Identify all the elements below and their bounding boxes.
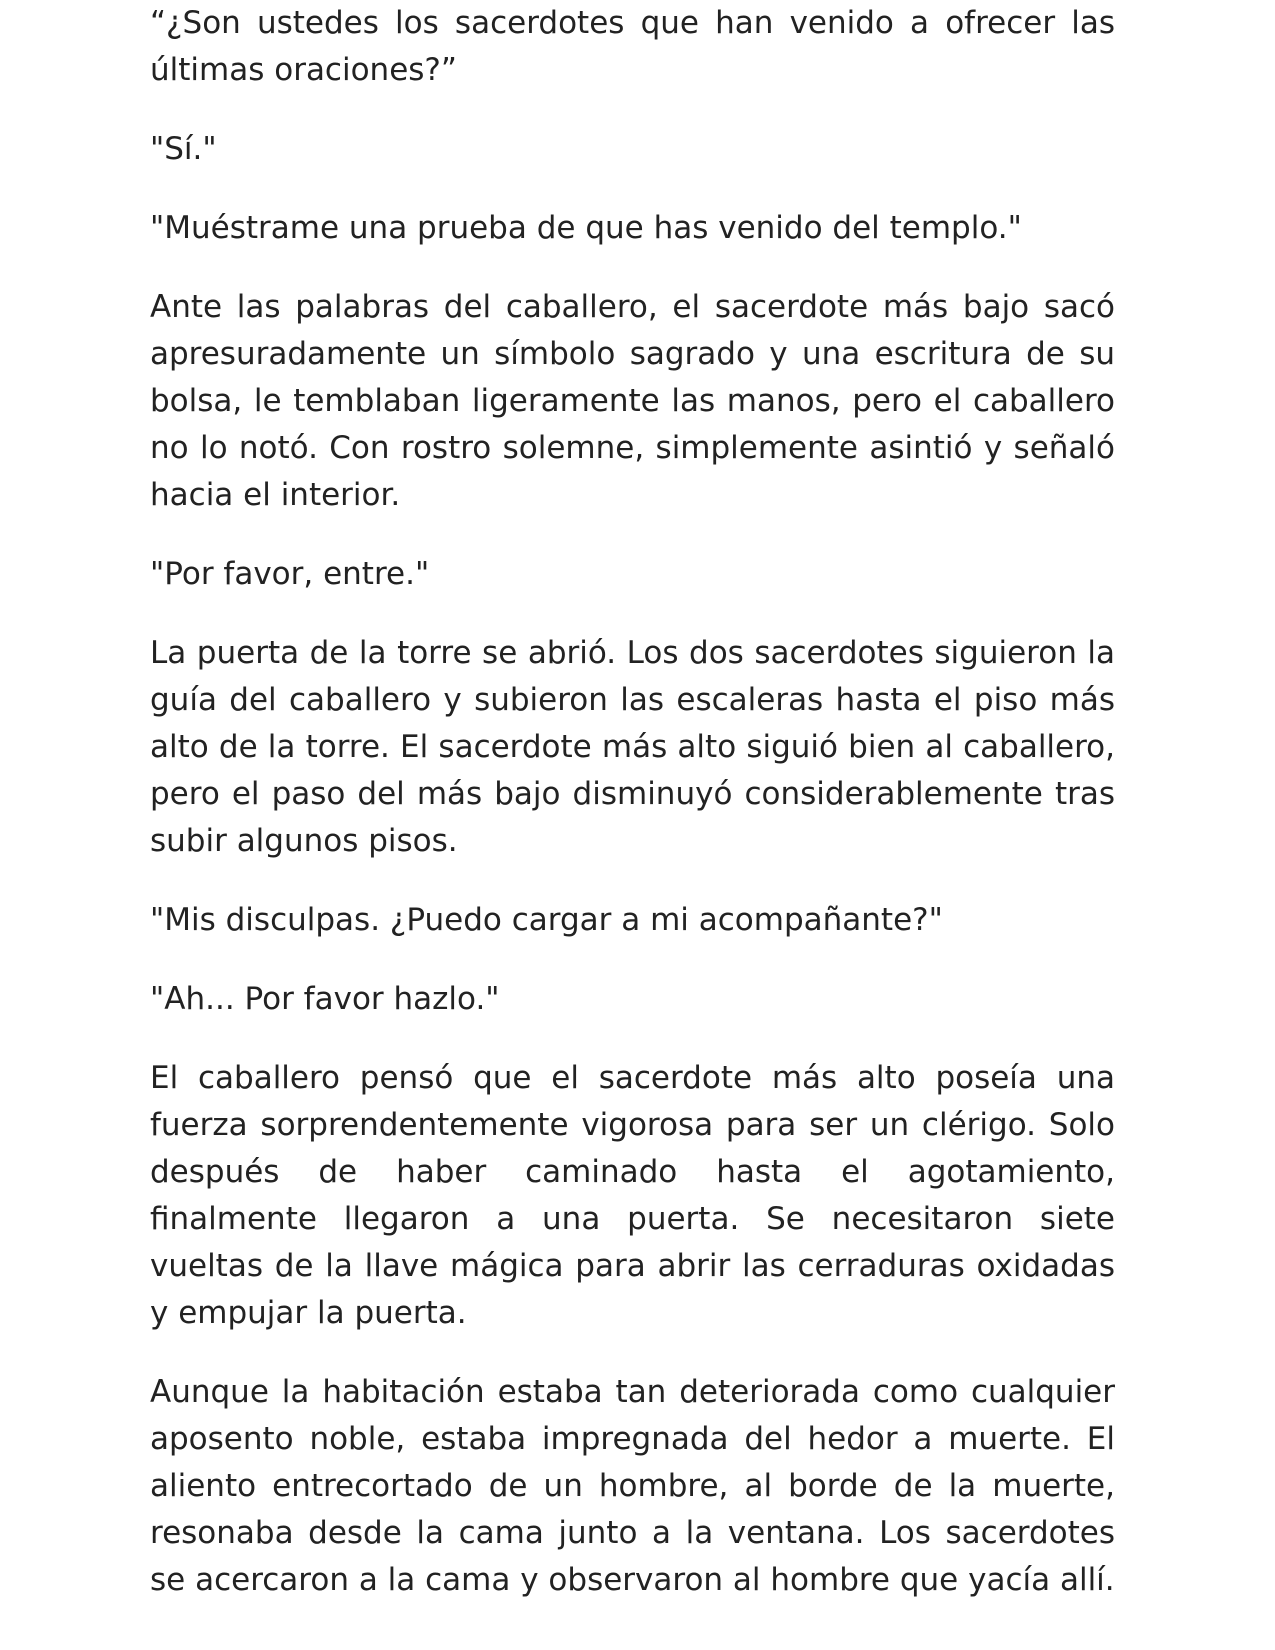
- paragraph: "Ah... Por favor hazlo.": [150, 981, 500, 1017]
- paragraph: "Mis disculpas. ¿Puedo cargar a mi acompañante?": [150, 902, 943, 938]
- paragraph: Ante las palabras del caballero, el sacerdote más bajo sacó apresuradamente un símbolo sagrado y una escritura de su bolsa, le temblaban ligeramente las manos, pero el caballero no lo notó. Con rostro solemne, simplemente asintió y señaló hacia el interior.: [150, 289, 1115, 513]
- paragraph: "Por favor, entre.": [150, 556, 430, 592]
- document-page: [150, 0, 1115, 1636]
- paragraph: El caballero pensó que el sacerdote más alto poseía una fuerza sorprendentemente vigorosa para ser un clérigo. Solo después de haber caminado hasta el agotamiento, finalmente llegaron a una puerta. Se necesitaron siete vueltas de la llave mágica para abrir las cerraduras oxidadas y empujar la puerta.: [150, 1060, 1115, 1331]
- paragraph: Aunque la habitación estaba tan deteriorada como cualquier aposento noble, estaba impregnada del hedor a muerte. El aliento entrecortado de un hombre, al borde de la muerte, resonaba desde la cama junto a la ventana. Los sacerdotes se acercaron a la cama y observaron al hombre que yacía allí.: [150, 1374, 1115, 1598]
- paragraph: “¿Son ustedes los sacerdotes que han venido a ofrecer las últimas oraciones?”: [150, 5, 1115, 88]
- paragraph: La puerta de la torre se abrió. Los dos sacerdotes siguieron la guía del caballero y subieron las escaleras hasta el piso más alto de la torre. El sacerdote más alto siguió bien al caballero, pero el paso del más bajo disminuyó considerablemente tras subir algunos pisos.: [150, 635, 1115, 859]
- paragraph: "Muéstrame una prueba de que has venido del templo.": [150, 210, 1022, 246]
- paragraph: "Sí.": [150, 131, 217, 167]
